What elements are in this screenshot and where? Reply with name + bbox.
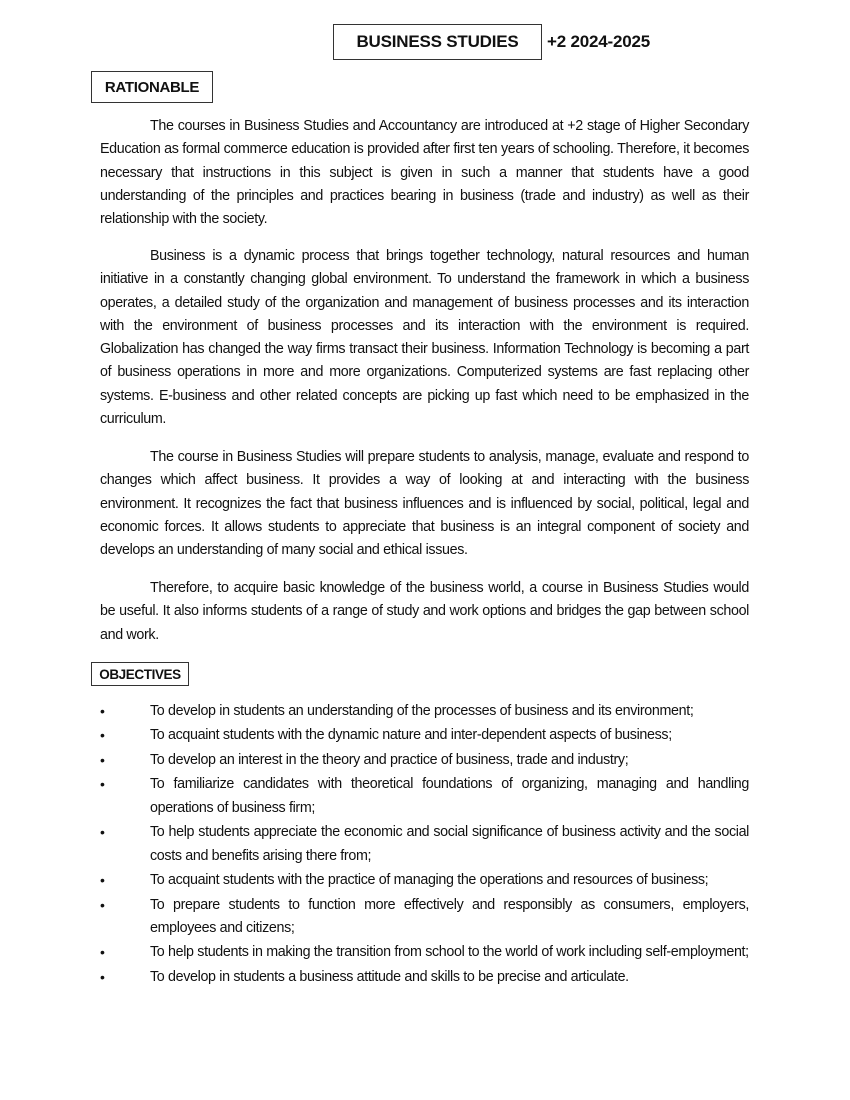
objective-text: To develop an interest in the theory and practice of business, trade and industry;	[150, 751, 629, 768]
list-item	[100, 724, 749, 747]
list-item	[100, 749, 749, 772]
bullet-icon: •	[100, 727, 105, 744]
objectives-heading: OBJECTIVES	[91, 662, 189, 686]
list-item	[100, 894, 749, 941]
rationale-paragraph-4: Therefore, to acquire basic knowledge of the business world, a course in Business Studies would be useful. It also informs students of a range of study and work options and bridges the gap between school and work.	[100, 580, 749, 643]
bullet-icon: •	[100, 872, 105, 889]
page-title: BUSINESS STUDIES	[333, 24, 542, 60]
rationale-paragraph-1: The courses in Business Studies and Accountancy are introduced at +2 stage of Higher Secondary Education as formal commerce education is provided after first ten years of schooling. Therefore, it becomes necessary that instructions in this subject is given in such a manner that students have a good understanding of the principles and practices bearing in business (trade and industry) as well as their relationship with the society.	[100, 118, 749, 228]
bullet-icon: •	[100, 896, 105, 913]
list-item	[100, 773, 749, 820]
rationale-heading: RATIONABLE	[91, 71, 213, 103]
bullet-icon: •	[100, 776, 105, 793]
bullet-icon: •	[100, 751, 105, 768]
objective-text: To develop in students a business attitude and skills to be precise and articulate.	[150, 968, 629, 985]
document-header	[333, 24, 650, 60]
objective-text: To prepare students to function more effectively and responsibly as consumers, employers, employees and citizens;	[150, 896, 749, 936]
list-item	[100, 869, 749, 892]
academic-year: +2 2024-2025	[547, 32, 651, 51]
list-item	[100, 700, 749, 723]
objective-text: To acquaint students with the dynamic nature and inter-dependent aspects of business;	[150, 727, 672, 744]
objective-text: To acquaint students with the practice of managing the operations and resources of business;	[150, 872, 709, 889]
list-item	[100, 966, 749, 989]
objective-text: To develop in students an understanding of the processes of business and its environment;	[150, 703, 694, 719]
bullet-icon: •	[100, 703, 105, 719]
rationale-paragraph-3: The course in Business Studies will prepare students to analysis, manage, evaluate and respond to changes which affect business. It provides a way of looking at and interacting with the business environment. It recognizes the fact that business influences and is influenced by social, political, legal and economic forces. It allows students to appreciate that business is an integral component of society and develops an understanding of many social and ethical issues.	[100, 449, 749, 559]
objective-text: To help students appreciate the economic and social significance of business activity and the social costs and benefits arising there from;	[150, 824, 749, 864]
bullet-icon: •	[100, 824, 105, 841]
objective-text: To help students in making the transition from school to the world of work including self-employment;	[150, 944, 749, 961]
list-item	[100, 821, 749, 868]
objectives-list	[100, 700, 749, 990]
rationale-paragraph-2: Business is a dynamic process that brings together technology, natural resources and human initiative in a constantly changing global environment. To understand the framework in which a business operates, a detailed study of the organization and management of business processes and its interaction with the environment of business processes and its interaction with the environment is required. Globalization has changed the way firms transact their business. Information Technology is becoming a part of business operations in more and more organizations. Computerized systems are fast replacing other systems. E-business and other related concepts are picking up fast which need to be emphasized in the curriculum.	[100, 248, 749, 428]
list-item	[100, 941, 749, 964]
objective-text: To familiarize candidates with theoretical foundations of organizing, managing and handling operations of business firm;	[150, 776, 749, 816]
bullet-icon: •	[100, 944, 105, 961]
bullet-icon: •	[100, 968, 105, 985]
